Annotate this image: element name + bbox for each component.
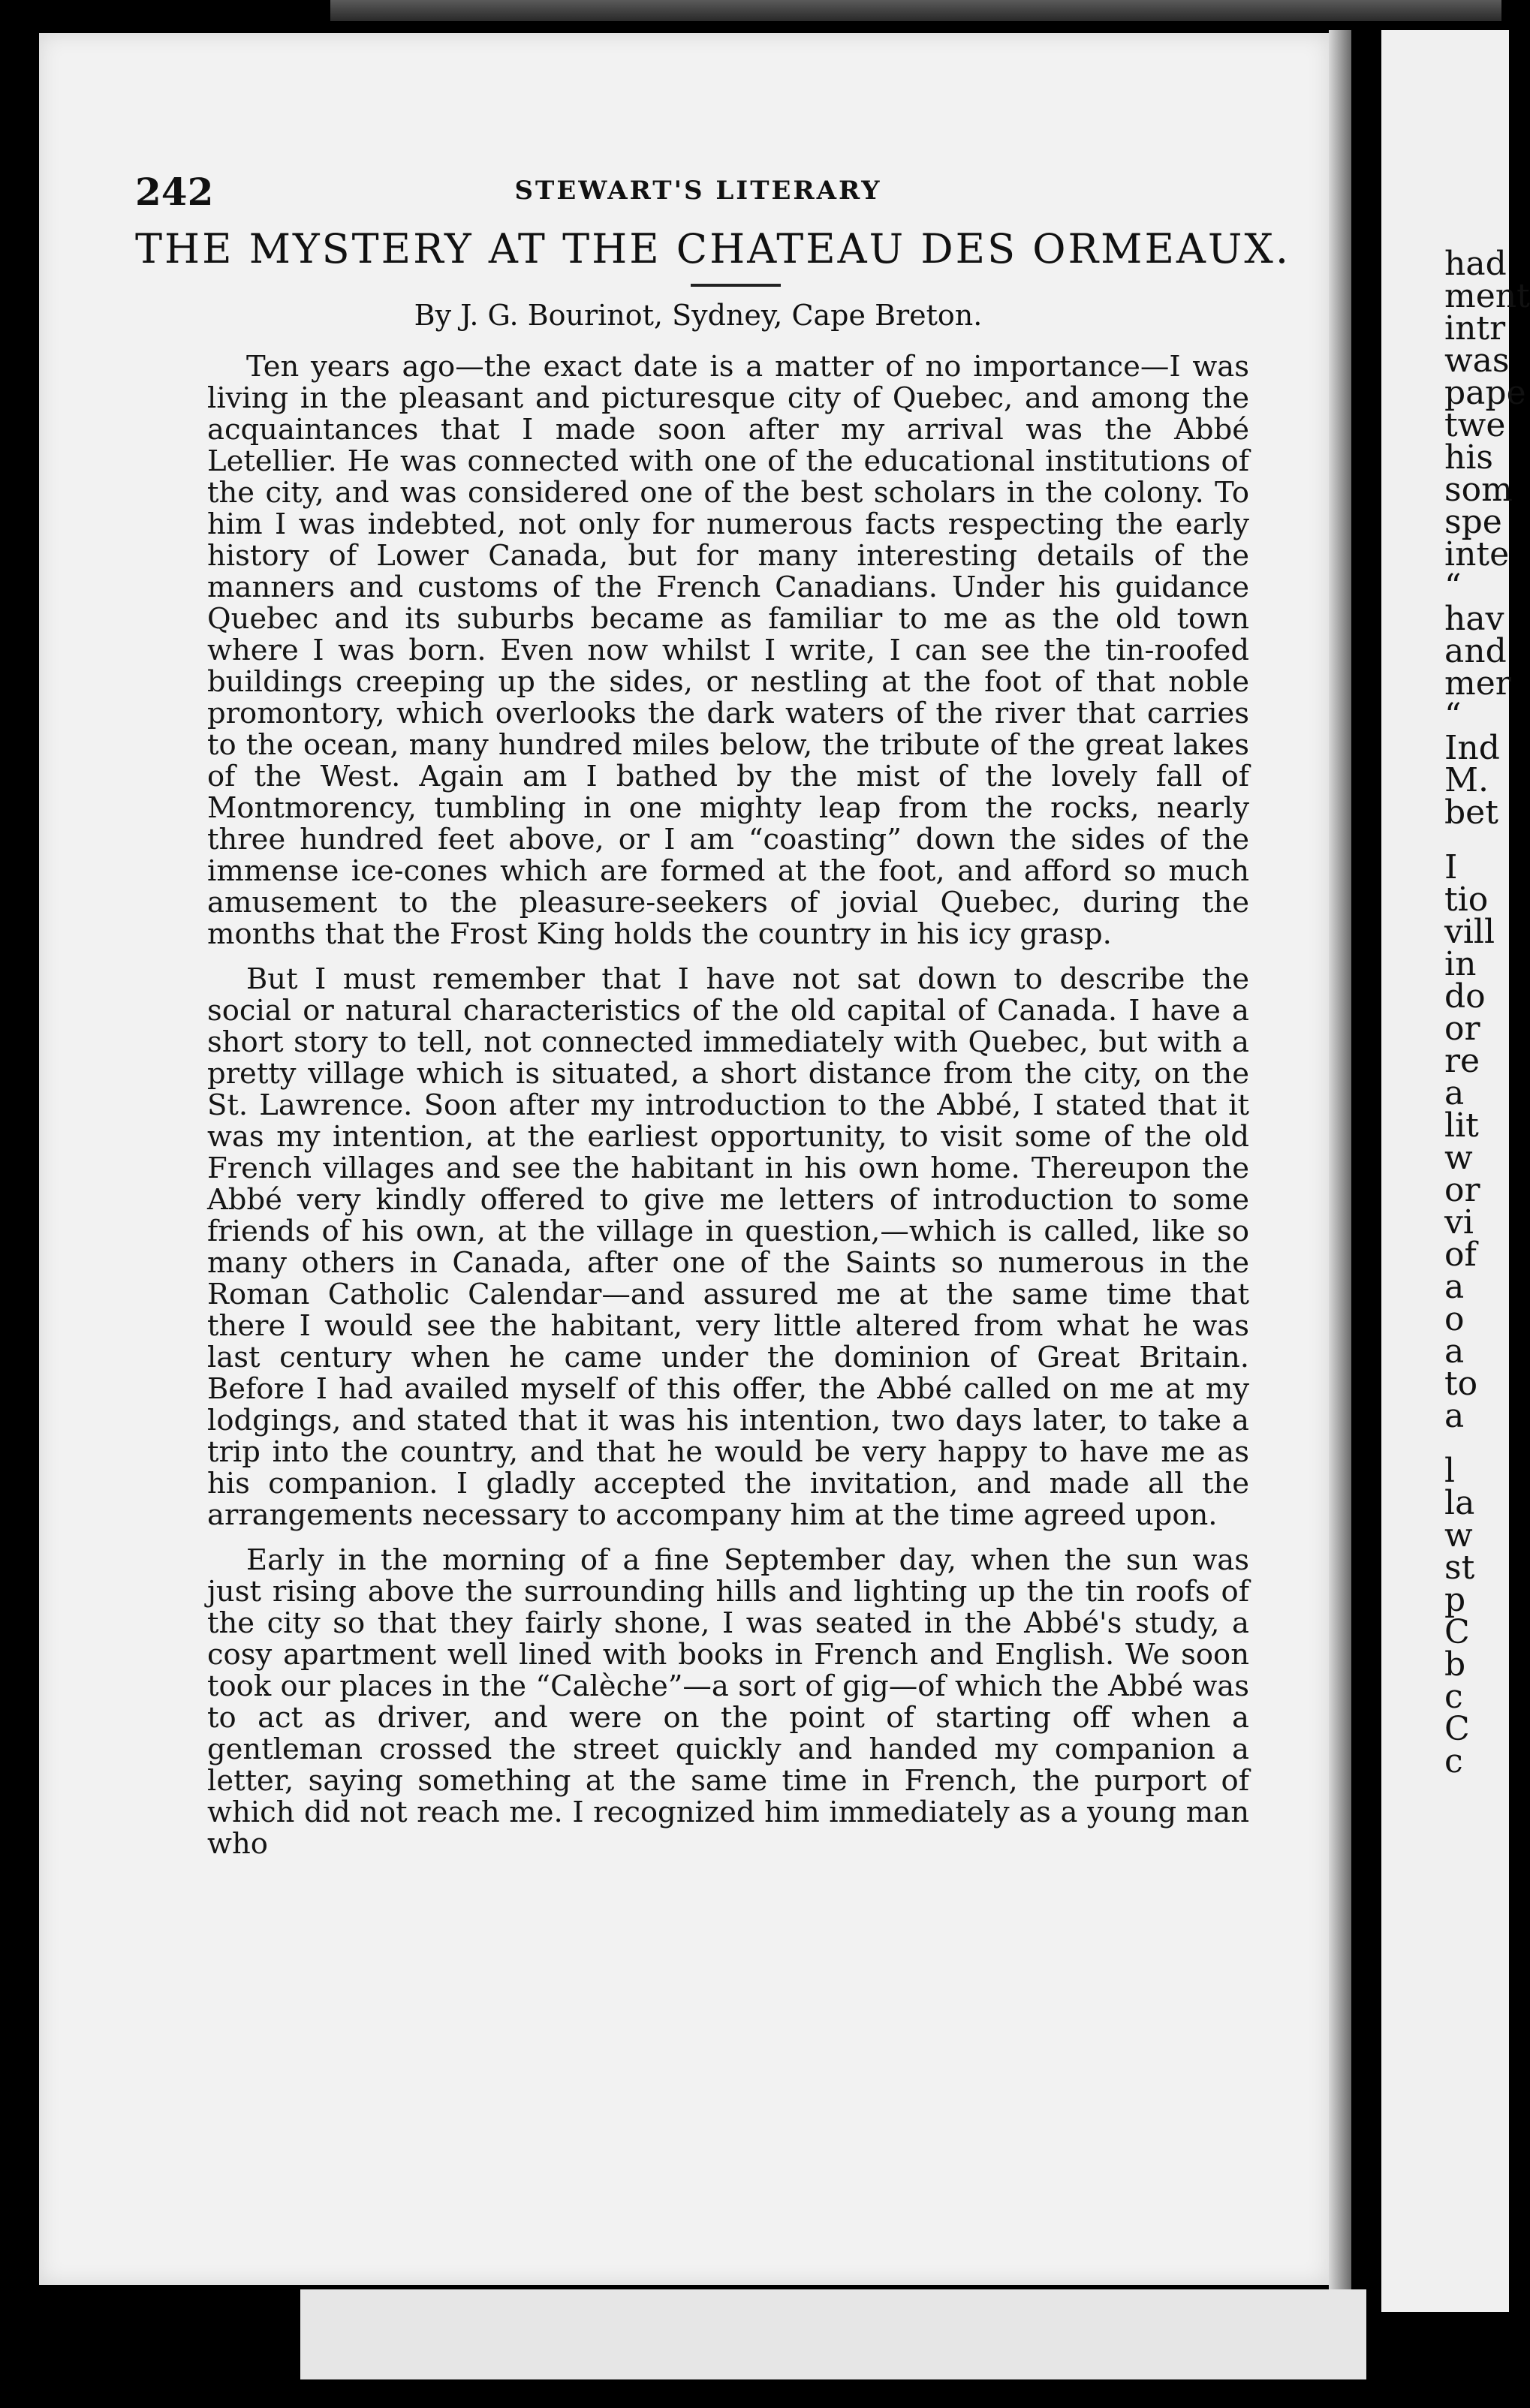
right-page-line: and	[1444, 632, 1507, 670]
right-page-line: C	[1444, 1613, 1470, 1651]
right-page-line: bet	[1444, 793, 1498, 832]
right-page-line: twe	[1444, 406, 1506, 444]
article-byline: By J. G. Bourinot, Sydney, Cape Breton.	[414, 299, 983, 332]
right-page-line: or	[1444, 1171, 1480, 1209]
right-page-line: a	[1444, 1268, 1465, 1306]
paragraph-3: Early in the morning of a fine September day, when the sun was just rising above the surrounding hills and lighting up the tin roofs of the city so that they fairly shone, I was seated in the Abbé's study, a cosy apartment well lined with books in French and English. We soon took our places in the “Calèche”—a sort of gig—of which the Abbé was to act as driver, and were on the point of starting off when a gentleman crossed the street quickly and handed my companion a letter, saying something at the same time in French, the purport of which did not reach me. I recognized him immediately as a young man who	[207, 1543, 1249, 1861]
right-page-line: his	[1444, 438, 1493, 477]
running-head: STEWART'S LITERARY	[514, 176, 882, 206]
right-page-line: inte	[1444, 535, 1510, 573]
right-page-line: lit	[1444, 1106, 1479, 1145]
right-page-line: pape	[1444, 374, 1526, 412]
right-page-line: “	[1444, 567, 1462, 606]
right-page-line: w	[1444, 1139, 1473, 1177]
page-number: 242	[135, 170, 214, 214]
right-page-line: ment	[1444, 277, 1530, 315]
right-page-line: “	[1444, 697, 1462, 735]
right-page-line: to	[1444, 1365, 1478, 1403]
right-page-line: w	[1444, 1516, 1473, 1555]
right-page-line: M.	[1444, 761, 1489, 799]
right-page-line: vi	[1444, 1203, 1474, 1242]
title-rule	[691, 284, 781, 287]
right-page-line: do	[1444, 977, 1486, 1016]
right-page-line: o	[1444, 1300, 1465, 1338]
right-page-line: la	[1444, 1484, 1475, 1522]
page-bottom-edge	[300, 2289, 1366, 2379]
right-page-line: p	[1444, 1581, 1466, 1619]
right-page-line: had	[1444, 245, 1507, 283]
right-page-line: hav	[1444, 600, 1504, 638]
right-page-line: a	[1444, 1397, 1465, 1435]
right-page-line: was	[1444, 342, 1510, 380]
right-page-line: or	[1444, 1010, 1480, 1048]
right-page-line: mer	[1444, 664, 1511, 703]
right-page-line: Ind	[1444, 729, 1500, 767]
page-header	[135, 170, 1261, 215]
right-page-line: spe	[1444, 503, 1502, 541]
right-page-line: C	[1444, 1710, 1470, 1748]
right-page-line: c	[1444, 1742, 1463, 1780]
article-title: THE MYSTERY AT THE CHATEAU DES ORMEAUX.	[135, 225, 1291, 272]
right-page-line: som	[1444, 471, 1513, 509]
right-page-line: I	[1444, 848, 1458, 886]
right-page-line: a	[1444, 1332, 1465, 1371]
right-page-line: b	[1444, 1645, 1466, 1684]
paragraph-2: But I must remember that I have not sat down to describe the social or natural characteristics of the old capital of Canada. I have a short story to tell, not connected immediately with Quebec, but with a pretty village which is situated, a short distance from the city, on the St. Lawrence. Soon after my introduction to the Abbé, I stated that it was my intention, at the earliest opportunity, to visit some of the old French villages and see the habitant in his own home. Thereupon the Abbé very kindly offered to give me letters of introduction to some friends of his own, at the village in question,—which is called, like so many others in Canada, after one of the Saints so numerous in the Roman Catholic Calendar—and assured me at the same time that there I would see the habitant, very little altered from what he was last century when he came under the dominion of Great Britain. Before I had availed myself of this offer, the Abbé called on me at my lodgings, and stated that it was his intention, two days later, to take a trip into the country, and that he would be very happy to have me as his companion. I gladly accepted the invitation, and made all the arrangements necessary to accompany him at the time agreed upon.	[207, 962, 1249, 1532]
article-body	[207, 351, 1249, 1874]
right-page-line: of	[1444, 1236, 1477, 1274]
right-page-line: vill	[1444, 913, 1495, 951]
right-page-line: re	[1444, 1042, 1480, 1080]
right-page-line: intr	[1444, 309, 1506, 348]
book-spine	[1329, 30, 1351, 2289]
scan-top-edge	[330, 0, 1501, 21]
right-page-line: st	[1444, 1549, 1475, 1587]
right-page-line: tio	[1444, 880, 1489, 919]
right-page-line: l	[1444, 1452, 1456, 1490]
paragraph-1: Ten years ago—the exact date is a matter of no importance—I was living in the pleasant and picturesque city of Quebec, and among the acquaintances that I made soon after my arrival was the Abbé Letellier. He was connected with one of the educational institutions of the city, and was considered one of the best scholars in the colony. To him I was indebted, not only for numerous facts respecting the early history of Lower Canada, but for many interesting details of the manners and customs of the French Canadians. Under his guidance Quebec and its suburbs became as familiar to me as the old town where I was born. Even now whilst I write, I can see the tin-roofed buildings creeping up the sides, or nestling at the foot of that noble promontory, which overlooks the dark waters of the river that carries to the ocean, many hundred miles below, the tribute of the great lakes of the West. Again am I bathed by the mist of the lovely fall of Montmorency, tumbling in one mighty leap from the rocks, nearly three hundred feet above, or I am “coasting” down the sides of the immense ice-cones which are formed at the foot, and afford so much amusement to the pleasure-seekers of jovial Quebec, during the months that the Frost King holds the country in his icy grasp.	[207, 350, 1249, 951]
right-page-line: c	[1444, 1678, 1463, 1716]
right-page-line: in	[1444, 945, 1477, 983]
right-page-fragment	[1381, 30, 1530, 2312]
right-page-line: a	[1444, 1074, 1465, 1112]
